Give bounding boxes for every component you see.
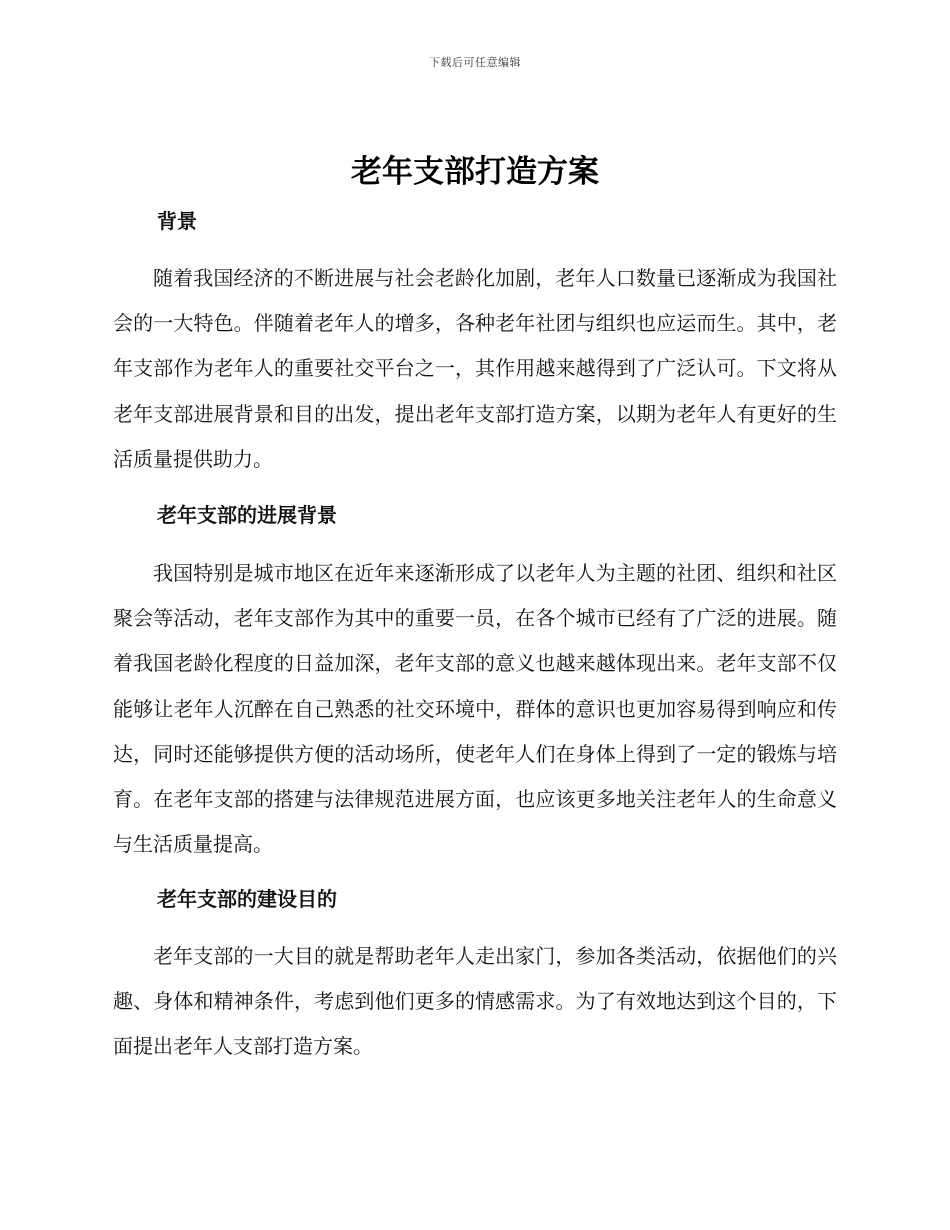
paragraph-development: 我国特别是城市地区在近年来逐渐形成了以老年人为主题的社团、组织和社区聚会等活动，老年支部作为其中的重要一员，在各个城市已经有了广泛的进展。随着我国老龄化程度的日益加深，老年支部的意义也越来越体现出来。老年支部不仅能够让老年人沉醉在自己熟悉的社交环境中，群体的意识也更加容易得到响应和传达，同时还能够提供方便的活动场所，使老年人们在身体上得到了一定的锻炼与培育。在老年支部的搭建与法律规范进展方面，也应该更多地关注老年人的生命意义与生活质量提高。 (113, 561, 837, 857)
section-heading-development: 老年支部的进展背景 (157, 503, 337, 527)
paragraph-purpose: 老年支部的一大目的就是帮助老年人走出家门，参加各类活动，依据他们的兴趣、身体和精神条件，考虑到他们更多的情感需求。为了有效地达到这个目的，下面提出老年人支部打造方案。 (113, 944, 837, 1059)
header-note: 下载后可任意编辑 (429, 56, 521, 69)
document-title: 老年支部打造方案 (351, 154, 599, 190)
section-heading-purpose: 老年支部的建设目的 (157, 887, 337, 911)
section-heading-background: 背景 (157, 209, 197, 233)
paragraph-background: 随着我国经济的不断进展与社会老龄化加剧，老年人口数量已逐渐成为我国社会的一大特色。伴随着老年人的增多，各种老年社团与组织也应运而生。其中，老年支部作为老年人的重要社交平台之一，其作用越来越得到了广泛认可。下文将从老年支部进展背景和目的出发，提出老年支部打造方案，以期为老年人有更好的生活质量提供助力。 (113, 266, 837, 471)
